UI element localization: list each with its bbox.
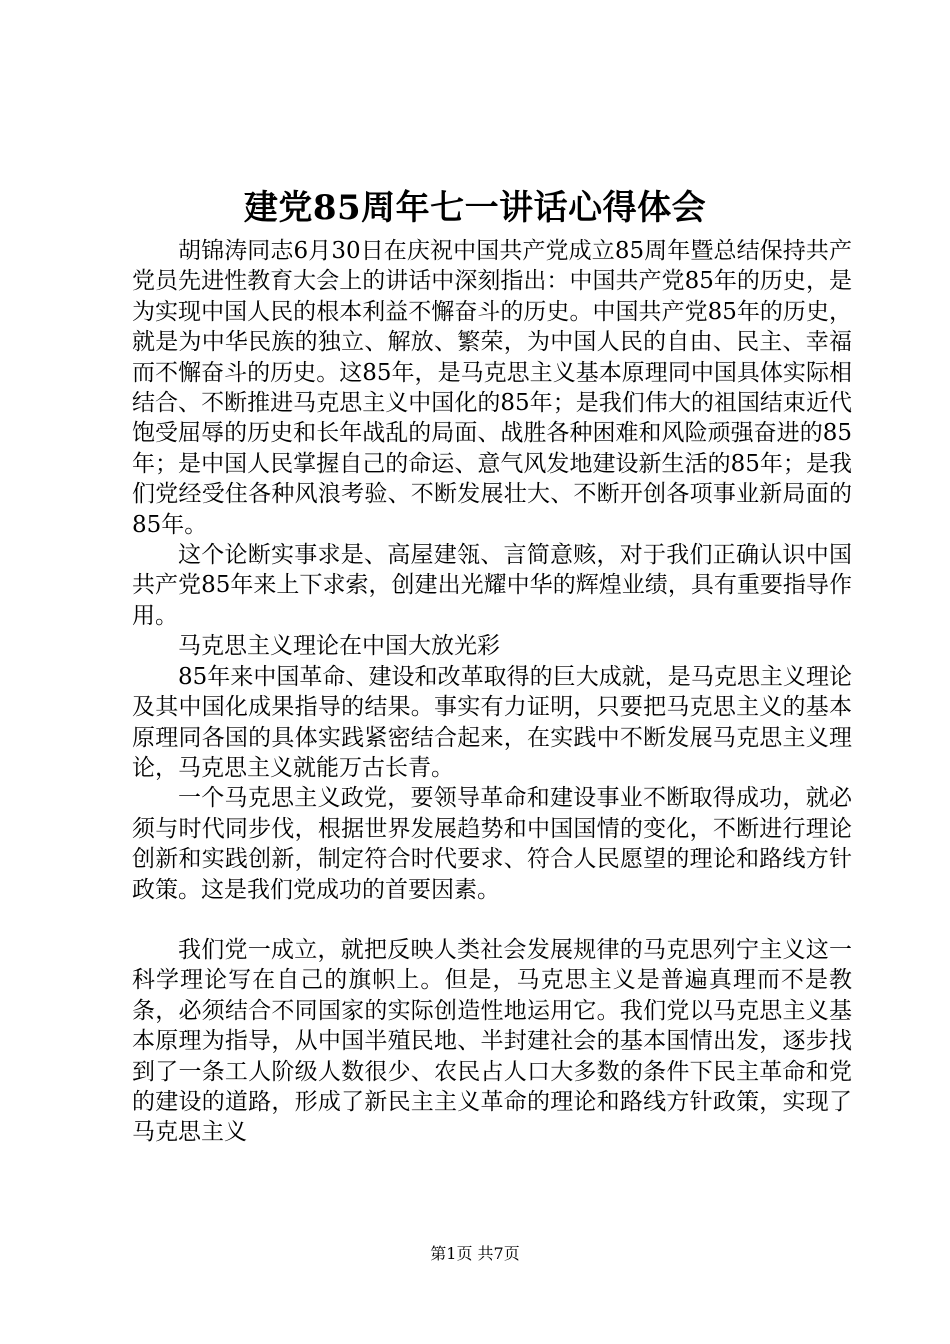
document-body	[132, 236, 852, 1148]
page-number-footer: 第1页 共7页	[430, 1244, 520, 1263]
paragraph-3: 85年来中国革命、建设和改革取得的巨大成就，是马克思主义理论及其中国化成果指导的结果。事实有力证明，只要把马克思主义的基本原理同各国的具体实践紧密结合起来，在实践中不断发展马克思主义理论，马克思主义就能万古长青。	[132, 663, 852, 781]
paragraph-1: 胡锦涛同志6月30日在庆祝中国共产党成立85周年暨总结保持共产党员先进性教育大会上的讲话中深刻指出：中国共产党85年的历史，是为实现中国人民的根本利益不懈奋斗的历史。中国共产党85年的历史，就是为中华民族的独立、解放、繁荣，为中国人民的自由、民主、幸福而不懈奋斗的历史。这85年，是马克思主义基本原理同中国具体实际相结合、不断推进马克思主义中国化的85年；是我们伟大的祖国结束近代饱受屈辱的历史和长年战乱的局面、战胜各种困难和风险顽强奋进的85年；是中国人民掌握自己的命运、意气风发地建设新生活的85年；是我们党经受住各种风浪考验、不断发展壮大、不断开创各项事业新局面的85年。	[132, 238, 852, 538]
paragraph-5: 我们党一成立，就把反映人类社会发展规律的马克思列宁主义这一科学理论写在自己的旗帜上。但是，马克思主义是普遍真理而不是教条，必须结合不同国家的实际创造性地运用它。我们党以马克思主义基本原理为指导，从中国半殖民地、半封建社会的基本国情出发，逐步找到了一条工人阶级人数很少、农民占人口大多数的条件下民主革命和党的建设的道路，形成了新民主主义革命的理论和路线方针政策，实现了马克思主义	[132, 936, 852, 1146]
paragraph-2: 这个论断实事求是、高屋建瓴、言简意赅，对于我们正确认识中国共产党85年来上下求索，创建出光耀中华的辉煌业绩，具有重要指导作用。	[132, 542, 852, 629]
document-title: 建党85周年七一讲话心得体会	[243, 188, 707, 228]
paragraph-4: 一个马克思主义政党，要领导革命和建设事业不断取得成功，就必须与时代同步伐，根据世界发展趋势和中国国情的变化，不断进行理论创新和实践创新，制定符合时代要求、符合人民愿望的理论和路线方针政策。这是我们党成功的首要因素。	[132, 785, 852, 903]
section-heading: 马克思主义理论在中国大放光彩	[178, 633, 500, 660]
